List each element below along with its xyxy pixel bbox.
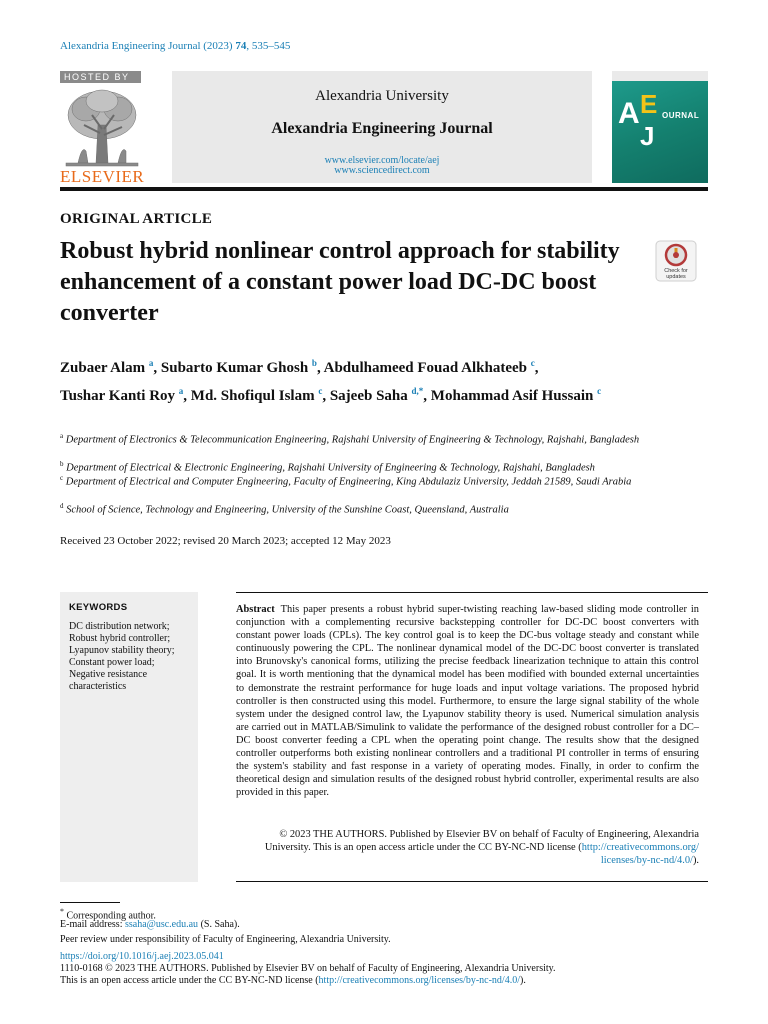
author-name[interactable]: Mohammad Asif Hussain — [430, 388, 594, 404]
affiliation-c: $^c$ Department of Electrical and Computer Engineering, Faculty of Engineering, King Abdulaziz University, Jeddah 21589, Saudi Arabia — [60, 474, 632, 488]
author-name[interactable]: Zubaer Alam — [60, 360, 146, 376]
keywords-box — [60, 592, 198, 882]
keyword-item: DC distribution network; — [69, 621, 170, 632]
author-affil-mark[interactable]: c — [530, 358, 535, 368]
article-title: Robust hybrid nonlinear control approach for stability enhancement of a constant power load DC-DC boost converter — [60, 238, 620, 326]
journal-header — [60, 71, 708, 187]
cover-journal-word: OURNAL — [662, 111, 700, 120]
author-name[interactable]: Tushar Kanti Roy — [60, 388, 176, 404]
abstract-copyright: © 2023 THE AUTHORS. Published by Elsevier BV on behalf of Faculty of Engineering, Alexandria University. This is an open access article under the CC BY-NC-ND license (http://creativecommons.org/ licenses/by-nc-nd/4.0/). — [264, 829, 699, 867]
author-name[interactable]: Abdulhameed Fouad Alkhateeb — [323, 360, 528, 376]
journal-url-sciencedirect[interactable]: www.sciencedirect.com — [334, 165, 430, 176]
peer-review-note: Peer review under responsibility of Faculty of Engineering, Alexandria University. — [60, 934, 391, 945]
affiliation-b: $^b$ Department of Electrical & Electronic Engineering, Rajshahi University of Engineering & Technology, Rajshahi, Bangladesh — [60, 460, 595, 474]
abstract-body — [236, 603, 699, 799]
svg-text:updates: updates — [666, 274, 686, 280]
author-line-1: Zubaer Alam $^a$, Subarto Kumar Ghosh $^b$, Abdulhameed Fouad Alkhateeb $^c$, — [60, 358, 539, 376]
doi-link[interactable]: https://doi.org/10.1016/j.aej.2023.05.041 — [60, 951, 224, 962]
license-line: This is an open access article under the CC BY-NC-ND license (http://creativecommons.org/licenses/by-nc-nd/4.0/). — [60, 975, 526, 986]
author-name[interactable]: Sajeeb Saha — [329, 388, 408, 404]
keyword-item: characteristics — [69, 681, 127, 692]
footnote-rule — [60, 902, 120, 903]
journal-title-block — [172, 71, 592, 183]
author-affil-mark[interactable]: b — [311, 358, 317, 368]
journal-reference[interactable]: Alexandria Engineering Journal (2023) 74, 535–545 — [60, 40, 291, 52]
journal-url-elsevier[interactable]: www.elsevier.com/locate/aej — [324, 155, 440, 166]
corresponding-author-note: * Corresponding author. — [60, 907, 156, 922]
author-affil-mark[interactable]: a — [178, 386, 184, 396]
license-link[interactable]: http://creativecommons.org/ — [581, 842, 699, 854]
affiliation-d: $^d$ School of Science, Technology and Engineering, University of the Sunshine Coast, Queensland, Australia — [60, 502, 509, 516]
author-affil-mark[interactable]: c — [318, 386, 323, 396]
keywords-heading: KEYWORDS — [69, 602, 128, 613]
journal-cover-image — [612, 71, 708, 183]
elsevier-wordmark: ELSEVIER — [60, 167, 145, 186]
email-note: E-mail address: ssaha@usc.edu.au (S. Saha). — [60, 919, 240, 930]
issn-line: 1110-0168 © 2023 THE AUTHORS. Published by Elsevier BV on behalf of Faculty of Engineering, Alexandria University. — [60, 963, 556, 974]
cover-top-stripe — [612, 71, 708, 81]
keyword-item: Lyapunov stability theory; — [69, 645, 175, 656]
license-link-cont[interactable]: licenses/by-nc-nd/4.0/ — [600, 855, 693, 867]
abstract-bottom-rule — [236, 881, 708, 882]
author-name[interactable]: Md. Shofiqul Islam — [190, 388, 315, 404]
author-name[interactable]: Subarto Kumar Ghosh — [160, 360, 309, 376]
cover-letter-a: A — [618, 97, 640, 130]
keyword-item: Constant power load; — [69, 657, 155, 668]
affiliation-a: $^a$ Department of Electronics & Telecommunication Engineering, Rajshahi University of Engineering & Technology, Rajshahi, Bangladesh — [60, 432, 640, 446]
cover-letter-e: E — [640, 89, 658, 119]
abstract-text: This paper presents a robust hybrid super-twisting reaching law-based sliding mode controller in conjunction with a complementing recursive backstepping controller for DC-DC boost converters with constant power loads (CPLs). The key control goal is to keep the DC-bus voltage steady and constant while continuously powering the CPL. The nonlinear dynamical model of the DC-DC boost converter is translated into Brunovsky's canonical forms, utilizing the precise feedback linearization technique to attain this control goal. It is worth mentioning that the dynamical model has been modified with bounded external uncertainties to demonstrate the restraint performance for huge loads and input voltage variations. The proposed hybrid controller is then constructed using this model. Furthermore, to ensure the large signal stability of the whole system under the designed control law, the Lyapunov stability theory is used. Numerical simulation analysis are carried out in MATLAB/Simulink to validate the performance of the designed robust controller for a DC–DC boost converter feeding a CPL when the operating point change. The results show that the designed controller outperforms both existing nonlinear controllers and a traditional PI controller in terms of ensuring the system's stability and fast response in a variety of operating modes. Finally, in order to confirm the theoretical design and simulation results of the designed robust hybrid controller, experimental results are also provided in this paper. — [236, 604, 699, 799]
hosted-by-label: HOSTED BY — [60, 71, 141, 83]
journal-name: Alexandria Engineering Journal — [271, 120, 493, 137]
footer-license-link[interactable]: http://creativecommons.org/licenses/by-nc-nd/4.0/ — [318, 975, 520, 986]
check-for-updates-icon[interactable] — [655, 240, 697, 282]
svg-text:Check for: Check for — [664, 268, 688, 274]
abstract-label: Abstract — [236, 604, 275, 615]
email-link[interactable]: ssaha@usc.edu.au — [124, 919, 199, 930]
abstract-top-rule — [236, 592, 708, 593]
author-list — [60, 352, 720, 408]
header-divider — [60, 187, 708, 191]
author-affil-mark[interactable]: d,* — [411, 386, 424, 396]
author-affil-mark[interactable]: a — [148, 358, 154, 368]
author-line-2: Tushar Kanti Roy $^a$, Md. Shofiqul Islam $^c$, Sajeeb Saha $^{d,*}$, Mohammad Asif Hussain $^c$ — [60, 386, 602, 404]
keyword-item: Robust hybrid controller; — [69, 633, 171, 644]
author-affil-mark[interactable]: c — [597, 386, 602, 396]
received-dates: Received 23 October 2022; revised 20 March 2023; accepted 12 May 2023 — [60, 535, 391, 547]
university-name: Alexandria University — [315, 88, 449, 104]
article-type: ORIGINAL ARTICLE — [60, 211, 213, 227]
keyword-item: Negative resistance — [69, 669, 148, 680]
cover-letter-j: J — [640, 121, 655, 151]
